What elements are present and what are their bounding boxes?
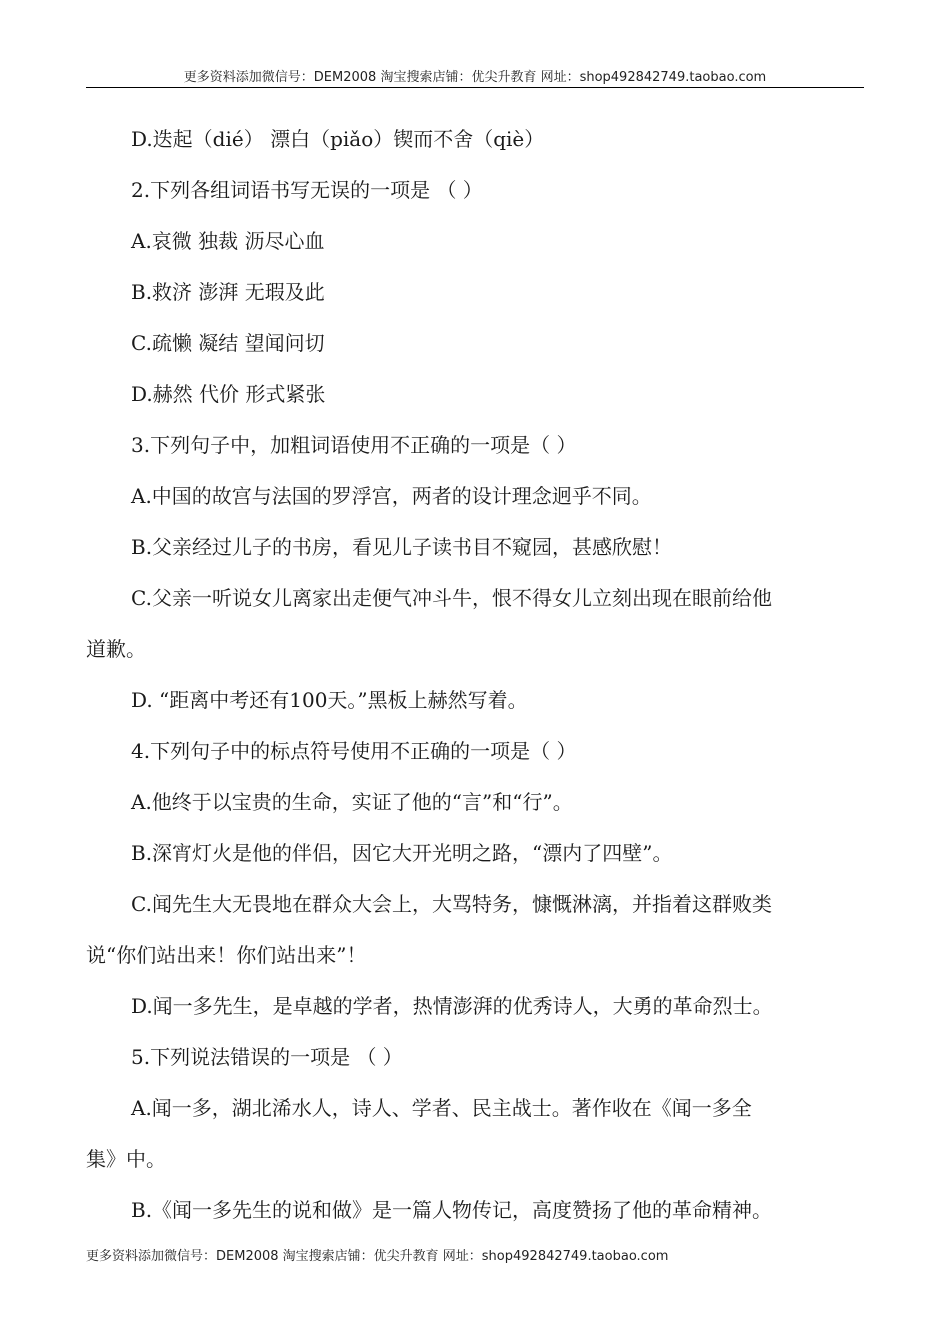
header-divider: [86, 87, 864, 88]
option-3d: D. “距离中考还有100天。”黑板上赫然写着。: [131, 688, 528, 712]
page-header: 更多资料添加微信号：DEM2008 淘宝搜索店铺：优尖升教育 网址：shop492842749.taobao.com: [183, 70, 767, 85]
option-3a: A.中国的故宫与法国的罗浮宫，两者的设计理念迥乎不同。: [131, 484, 652, 508]
option-4b: B.深宵灯火是他的伴侣，因它大开光明之路，“漂内了四壁”。: [131, 841, 673, 865]
option-2c: C.疏懒 凝结 望闻问切: [131, 331, 325, 355]
option-3c: C.父亲一听说女儿离家出走便气冲斗牛，恨不得女儿立刻出现在眼前给他: [131, 586, 772, 610]
page-footer: 更多资料添加微信号：DEM2008 淘宝搜索店铺：优尖升教育 网址：shop492842749.taobao.com: [86, 1249, 669, 1264]
option-2b: B.救济 澎湃 无瑕及此: [131, 280, 325, 304]
question-3: 3.下列句子中，加粗词语使用不正确的一项是（ ）: [131, 433, 577, 457]
option-4c-cont: 说“你们站出来！你们站出来”！: [86, 943, 367, 967]
question-4: 4.下列句子中的标点符号使用不正确的一项是（ ）: [131, 739, 577, 763]
option-4d: D.闻一多先生，是卓越的学者，热情澎湃的优秀诗人，大勇的革命烈士。: [131, 994, 773, 1018]
option-1d: D.迭起（dié） 漂白（piǎo）锲而不舍（qiè）: [131, 127, 545, 151]
option-4a: A.他终于以宝贵的生命，实证了他的“言”和“行”。: [131, 790, 573, 814]
option-3c-cont: 道歉。: [86, 637, 146, 661]
option-4c: C.闻先生大无畏地在群众大会上，大骂特务，慷慨淋漓，并指着这群败类: [131, 892, 772, 916]
option-5a-cont: 集》中。: [86, 1147, 166, 1171]
option-5a: A.闻一多，湖北浠水人，诗人、学者、民主战士。著作收在《闻一多全: [131, 1096, 752, 1120]
option-3b: B.父亲经过儿子的书房，看见儿子读书目不窥园，甚感欣慰！: [131, 535, 673, 559]
question-2: 2.下列各组词语书写无误的一项是 （ ）: [131, 178, 483, 202]
option-2d: D.赫然 代价 形式紧张: [131, 382, 326, 406]
option-5b: B.《闻一多先生的说和做》是一篇人物传记，高度赞扬了他的革命精神。: [131, 1198, 773, 1222]
question-5: 5.下列说法错误的一项是 （ ）: [131, 1045, 403, 1069]
option-2a: A.哀微 独裁 沥尽心血: [131, 229, 325, 253]
